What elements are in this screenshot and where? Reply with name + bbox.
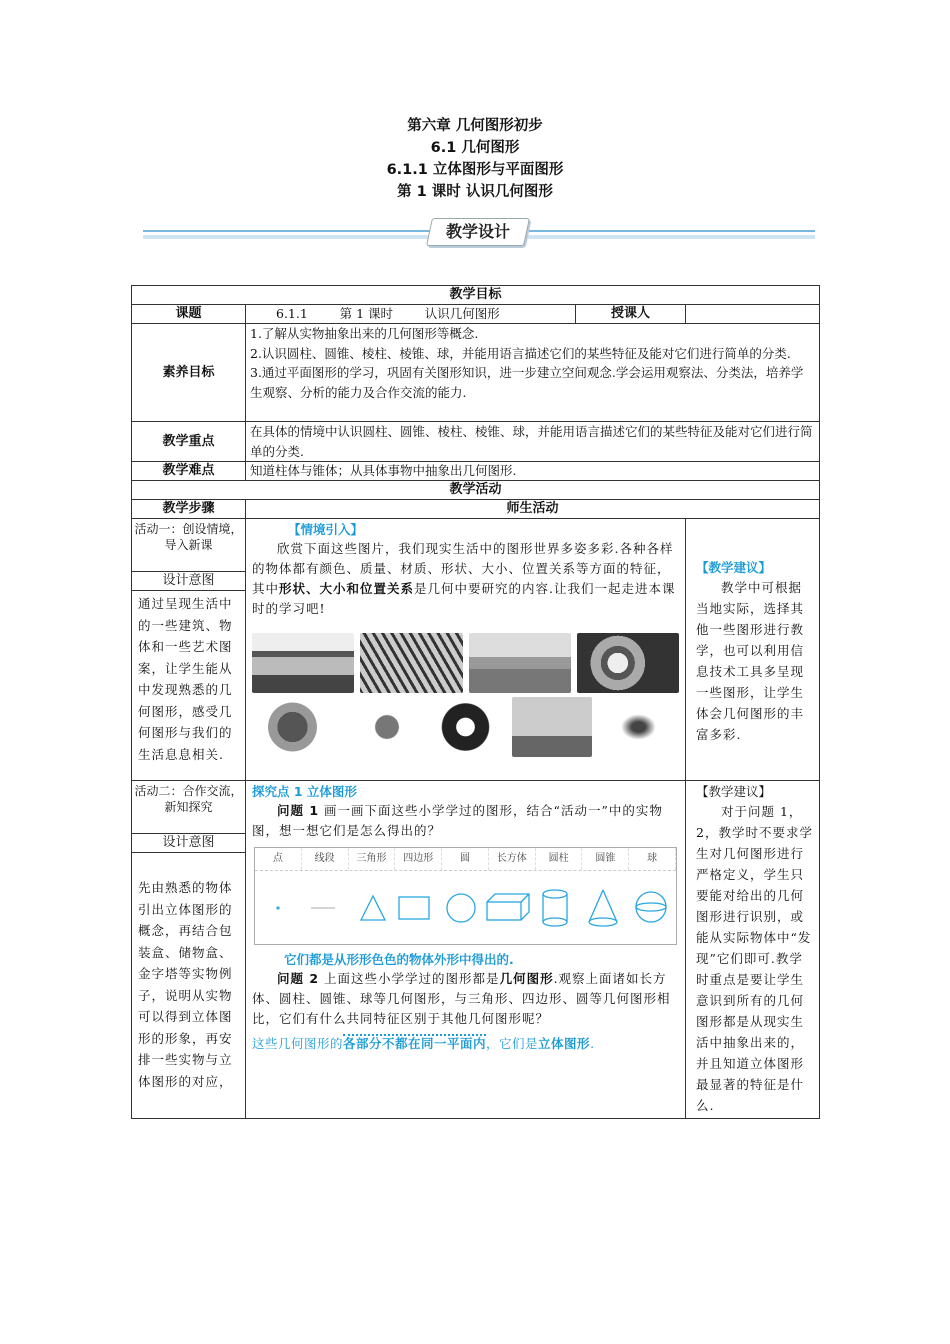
literacy-item: 3.通过平面图形的学习，巩固有关图形知识，进一步建立空间观念.学会运用观察法、分类法，培养学生观察、分析的能力及合作交流的能力.: [250, 365, 804, 400]
lesson-title: 第 1 课时 认识几何图形: [397, 184, 553, 200]
stadium-photo: [360, 633, 462, 693]
activity-1-text-cont: 是几何中要研究的内容.让我们一起走进本课时的学习吧!: [252, 581, 676, 616]
question-2-text: 上面这些小学学过的图形都是: [324, 971, 500, 986]
literacy-item: 2.认识圆柱、圆锥、棱柱、棱锥、球，并能用语言描述它们的某些特征及能对它们进行简单的分类.: [250, 345, 791, 361]
lesson-plan-table: [131, 285, 820, 1119]
teacher-student-label: 师生活动: [246, 500, 820, 519]
roundabout-sign-image: [425, 697, 506, 757]
key-point-label: 教学重点: [132, 422, 246, 462]
subsection-title: 6.1.1 立体图形与平面图形: [386, 162, 564, 178]
starfish-shell-image: [339, 697, 420, 757]
activity-2-content: [246, 781, 686, 1119]
activity-1-suggestion: [686, 519, 820, 781]
activity-1-suggestion-text: 教学中可根据当地实际，选择其他一些图形进行教学，也可以利用信息技术工具多呈现一些图形，让学生体会几何图形的丰富多彩.: [696, 580, 805, 742]
activity-2-title: 活动二：合作交流，新知探究: [134, 784, 243, 814]
activity-1-heading: 【情境引入】: [288, 522, 364, 537]
shape-label: 球: [629, 848, 676, 870]
shape-label: 圆锥: [582, 848, 629, 870]
sphere-shape: [636, 892, 666, 922]
question-2-bold: 几何图形: [499, 971, 554, 986]
answer-1: 它们都是从形形色色的物体外形中得出的.: [284, 952, 514, 967]
difficulty-label: 教学难点: [132, 462, 246, 481]
picture-row-2: [252, 697, 679, 757]
quadrilateral-shape: [399, 897, 429, 919]
activity-1-title: 活动一：创设情境，导入新课: [134, 522, 243, 552]
shapes-table: [254, 847, 677, 945]
activity-1-intent: 通过呈现生活中的一些建筑、物体和一些艺术图案，让学生能从中发现熟悉的几何图形，感受几何图形与我们的生活息息相关.: [138, 596, 233, 762]
topic-label: 课题: [132, 305, 246, 324]
shape-label: 四边形: [395, 848, 442, 870]
shape-label: 线段: [302, 848, 349, 870]
calligraphy-image: [598, 697, 679, 757]
title-block: [0, 115, 950, 203]
cone-shape: [589, 890, 617, 926]
shape-label: 三角形: [349, 848, 396, 870]
cylinder-shape: [543, 890, 567, 926]
teacher-label: 授课人: [576, 305, 686, 324]
answer-2-end: .: [590, 1036, 595, 1051]
activity-2-suggestion: [686, 781, 820, 1119]
topic-value: 6.1.1 第 1 课时 认识几何图形: [246, 305, 576, 324]
goal-header: 教学目标: [132, 286, 820, 305]
answer-2-text-cont: ，它们是: [486, 1036, 539, 1051]
activity-2-intent: 先由熟悉的物体引出立体图形的概念，再结合包装盒、储物盒、金字塔等实物例子，说明从实物可以得到立体图形的形象，再安排一些实物与立体图形的对应，: [138, 880, 233, 1089]
question-1-label: 问题 1: [277, 803, 320, 818]
teacher-value: [686, 305, 820, 324]
landscape-photo: [469, 633, 571, 693]
teaching-design-banner: [143, 218, 815, 246]
picture-row-1: [252, 633, 679, 693]
triangle-shape: [361, 896, 385, 920]
activity-1-suggestion-heading: 【教学建议】: [696, 560, 772, 575]
shape-label: 圆: [442, 848, 489, 870]
question-1-text: 画一画下面这些小学学过的图形，结合“活动一”中的实物图，想一想它们是怎么得出的？: [252, 803, 663, 838]
activity-1-content: [246, 519, 686, 781]
literacy-item: 1.了解从实物抽象出来的几何图形等概念.: [250, 326, 479, 341]
building-photo: [252, 633, 354, 693]
activity-1-text: 欣赏下面这些图片，我们现实生活中的图形世界多姿多彩.各种各样的物体都有颜色、质量、材质、形状、大小、位置关系等方面的特征，其中: [252, 541, 674, 596]
answer-2-text: 这些几何图形的: [252, 1036, 344, 1051]
question-2-label: 问题 2: [277, 971, 320, 986]
banner-label: 教学设计: [445, 222, 510, 241]
activity-2-intent-label: 设计意图: [132, 833, 245, 853]
shape-label: 长方体: [489, 848, 536, 870]
cuboid-shape: [487, 894, 529, 920]
point-shape: [277, 907, 279, 909]
shape-label: 点: [255, 848, 302, 870]
shape-drawings: [255, 870, 679, 942]
activity-1-step: [132, 519, 246, 781]
question-2-text-cont: .观察上面诸如长方体、圆柱、圆锥、球等几何图形，与三角形、四边形、圆等几何图形相比，它们有什么共同特征区别于其他几何图形呢？: [252, 971, 671, 1026]
chapter-title: 第六章 几何图形初步: [407, 118, 543, 134]
answer-2-bold-2: 立体图形: [538, 1036, 591, 1051]
activity-2-suggestion-text: 对于问题 1，2，教学时不要求学生对几何图形进行严格定义，学生只要能对给出的几何图形进行识别，或能从实际物体中“发现”它们即可.教学时重点是要让学生意识到所有的几何图形都是从现实生活中抽象出来的，并且知道立体图形最显著的特征是什么.: [696, 804, 813, 1113]
answer-2-bold-1: 各部分不都在同一平面内: [343, 1036, 487, 1051]
literacy-label: 素养目标: [132, 324, 246, 422]
activity-2-step: [132, 781, 246, 1119]
activity-1-bold: 形状、大小和位置关系: [279, 581, 415, 596]
section-title: 6.1 几何图形: [430, 140, 520, 156]
circle-shape: [447, 894, 475, 922]
fu-character-image: [252, 697, 333, 757]
activity-1-intent-label: 设计意图: [132, 571, 245, 591]
sculpture-photo: [512, 697, 593, 757]
shape-label: 圆柱: [536, 848, 583, 870]
interchange-photo: [577, 633, 679, 693]
activity-header: 教学活动: [132, 481, 820, 500]
answer-2: [252, 1035, 679, 1053]
activity-2-suggestion-heading: 【教学建议】: [696, 784, 772, 799]
steps-label: 教学步骤: [132, 500, 246, 519]
explore-point-heading: 探究点 1 立体图形: [252, 784, 357, 799]
key-point-value: 在具体的情境中认识圆柱、圆锥、棱柱、棱锥、球，并能用语言描述它们的某些特征及能对它们进行简单的分类.: [246, 422, 820, 462]
difficulty-value: 知道柱体与锥体；从具体事物中抽象出几何图形.: [246, 462, 820, 481]
